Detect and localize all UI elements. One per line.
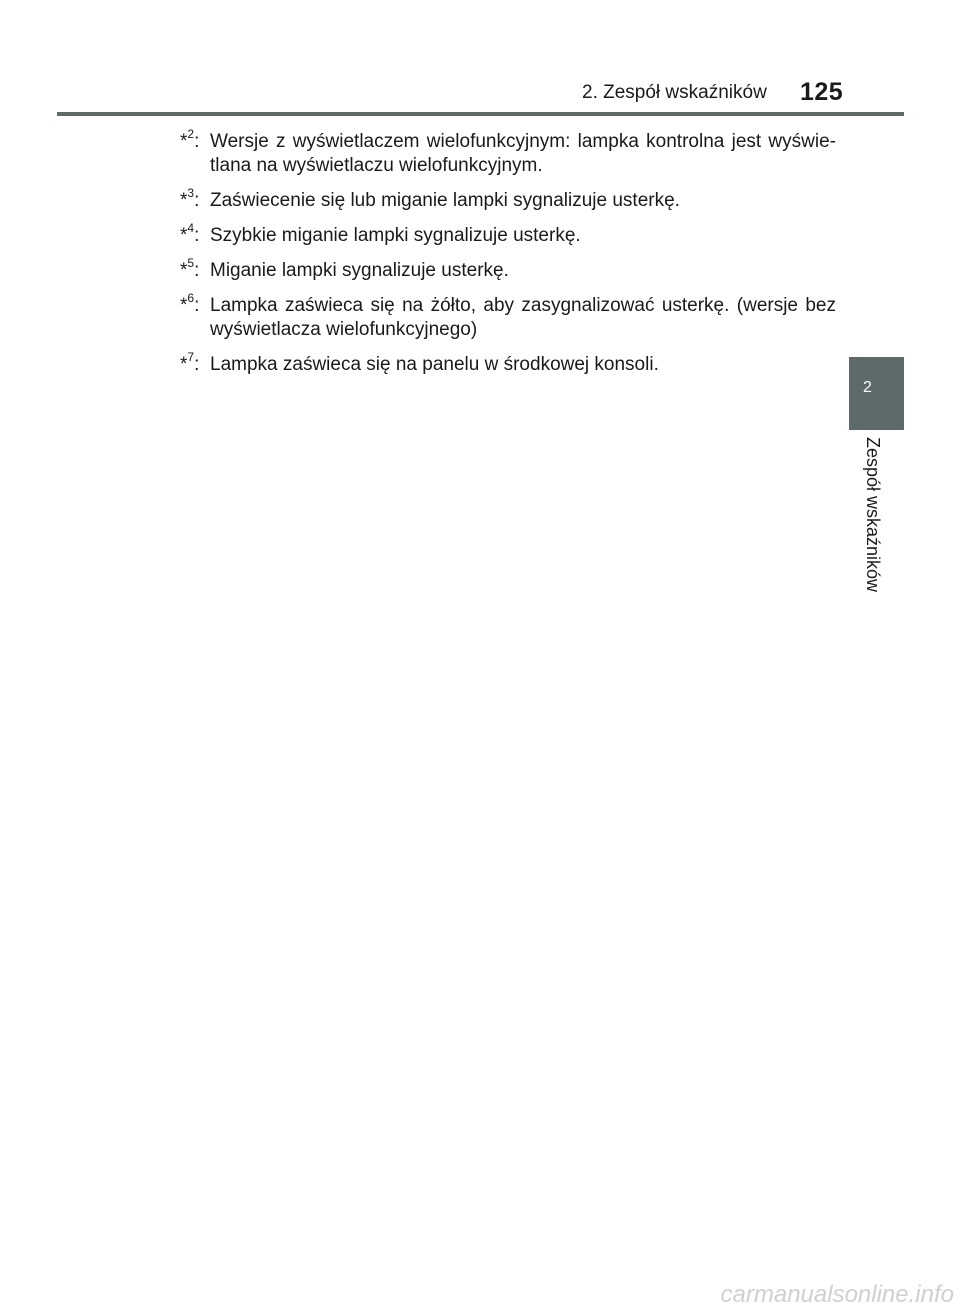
header-divider	[57, 112, 904, 116]
footnote-text: Szybkie miganie lampki sygnalizuje usterkę.	[210, 225, 581, 246]
page-header	[0, 0, 960, 116]
footnote-marker: *$^7$:	[180, 349, 200, 375]
footnote-item	[180, 185, 836, 213]
footnote-marker: *$^3$:	[180, 185, 200, 211]
footnote-item	[180, 349, 836, 377]
chapter-tab	[849, 357, 904, 430]
footnote-marker: *$^6$:	[180, 290, 200, 316]
footnote-text: Wersje z wyświetlaczem wielofunkcyjnym: lampka kontrolna jest wyświe-tlana na wyświetlaczu wielofunkcyjnym.	[210, 131, 836, 176]
footnote-text: Lampka zaświeca się na żółto, aby zasygnalizować usterkę. (wersje bez wyświetlacza wielofunkcyjnego)	[210, 295, 836, 340]
footnote-item	[180, 290, 836, 342]
footnote-item	[180, 126, 836, 178]
footnote-marker: *$^2$:	[180, 126, 200, 152]
chapter-label: Zespół wskaźników	[863, 437, 883, 593]
footnote-marker: *$^4$:	[180, 220, 200, 246]
footnote-text: Zaświecenie się lub miganie lampki sygnalizuje usterkę.	[210, 190, 680, 211]
page-number: 125	[800, 78, 844, 106]
footnote-item	[180, 220, 836, 248]
footnote-text: Miganie lampki sygnalizuje usterkę.	[210, 260, 509, 281]
footnote-list	[180, 126, 836, 388]
section-title: 2. Zespół wskaźników	[582, 82, 767, 103]
footnote-marker: *$^5$:	[180, 255, 200, 281]
footnote-text: Lampka zaświeca się na panelu w środkowej konsoli.	[210, 354, 659, 375]
chapter-number: 2	[863, 379, 872, 396]
footnote-item	[180, 255, 836, 283]
watermark: carmanualsonline.info	[720, 1281, 954, 1308]
